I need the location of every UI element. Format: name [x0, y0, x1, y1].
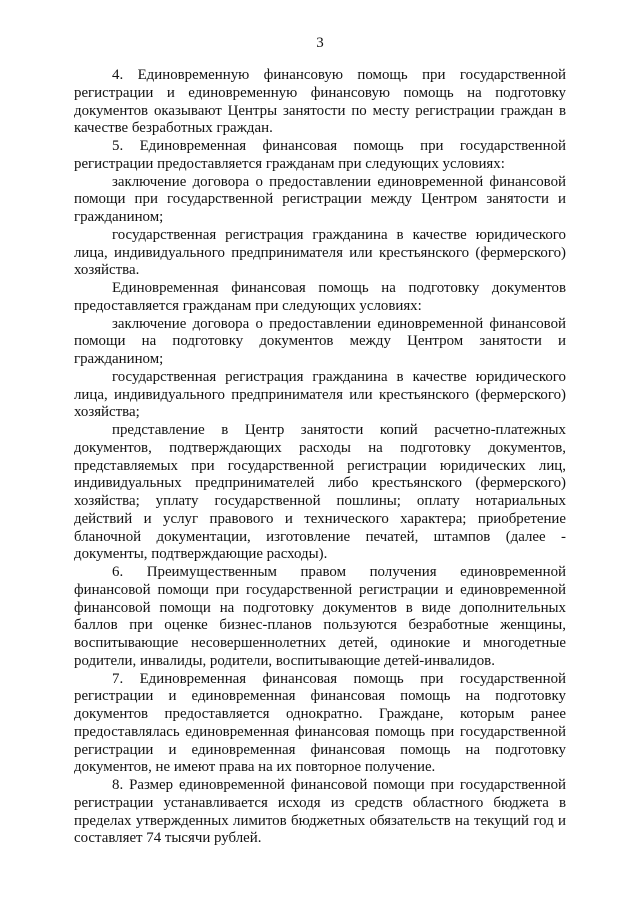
document-body	[74, 67, 566, 848]
page-number: 3	[316, 35, 324, 51]
condition-state-registration-2: государственная регистрация гражданина в качестве юридического лица, индивидуального предпринимателя или крестьянского (фермерского) хозяйства;	[74, 368, 566, 421]
condition-payment-documents: представление в Центр занятости копий расчетно-платежных документов, подтверждающих расходы на подготовку документов, представляемых при государственной регистрации юридических лиц, индивидуальных предпринимателей либо крестьянского (фермерского) хозяйства; уплату государственной пошлины; оплату нотариальных действий и услуг правового и технического характера; приобретение бланочной документации, изготовление печатей, штампов (далее - документы, подтверждающие расходы).	[74, 422, 566, 563]
paragraph-documents-aid: Единовременная финансовая помощь на подготовку документов предоставляется гражданам при следующих условиях:	[74, 280, 566, 314]
condition-state-registration: государственная регистрация гражданина в качестве юридического лица, индивидуального предпринимателя или крестьянского (фермерского) хозяйства.	[74, 226, 566, 279]
paragraph-7: 7. Единовременная финансовая помощь при государственной регистрации и единовременная финансовая помощь на подготовку документов предоставляется однократно. Граждане, которым ранее предоставлялась единовременная финансовая помощь при государственной регистрации и единовременная финансовая помощь на подготовку документов, не имеют права на их повторное получение.	[74, 670, 566, 776]
paragraph-5: 5. Единовременная финансовая помощь при государственной регистрации предоставляется гражданам при следующих условиях:	[74, 138, 566, 172]
paragraph-6: 6. Преимущественным правом получения единовременной финансовой помощи при государственной регистрации и единовременной финансовой помощи на подготовку документов в виде дополнительных баллов при оценке бизнес-планов пользуются безработные женщины, воспитывающие несовершеннолетних детей, одинокие и многодетные родители, инвалиды, родители, воспитывающие детей-инвалидов.	[74, 564, 566, 669]
condition-contract-documents: заключение договора о предоставлении единовременной финансовой помощи на подготовку документов между Центром занятости и гражданином;	[74, 315, 566, 367]
condition-contract-registration: заключение договора о предоставлении единовременной финансовой помощи при государственной регистрации между Центром занятости и гражданином;	[74, 173, 566, 225]
paragraph-4: 4. Единовременную финансовую помощь при государственной регистрации и единовременную финансовую помощь на подготовку документов оказывают Центры занятости по месту регистрации граждан в качестве безработных граждан.	[74, 67, 566, 137]
paragraph-8: 8. Размер единовременной финансовой помощи при государственной регистрации устанавливается исходя из средств областного бюджета в пределах утвержденных лимитов бюджетных обязательств на текущий год и составляет 74 тысячи рублей.	[74, 777, 566, 847]
